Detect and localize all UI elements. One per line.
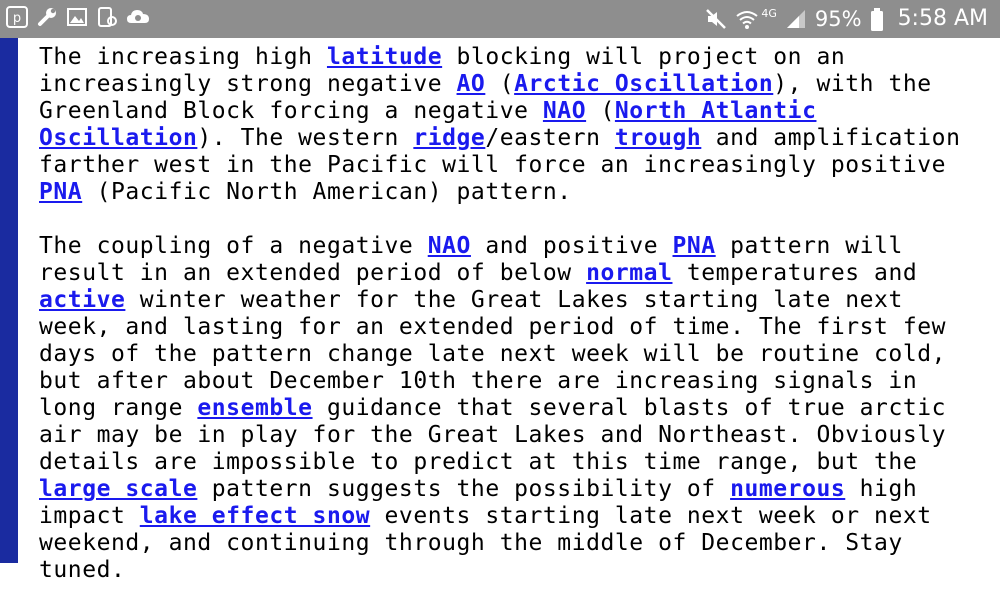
link-large-scale[interactable]: large scale: [39, 476, 198, 502]
text: winter weather for the Great Lakes starting late next week, and lasting for an extended period of time. The first few days of the pattern change late next week will be routine cold, but after about December 10th there are increasing signals in long range: [39, 287, 947, 421]
link-nao[interactable]: NAO: [427, 233, 471, 259]
link-north-atlantic-oscillation[interactable]: North Atlantic Oscillation: [39, 98, 817, 151]
text: and positive: [470, 233, 673, 259]
status-bar: [0, 0, 1000, 38]
wrench-icon: [36, 6, 58, 28]
link-trough[interactable]: trough: [614, 125, 702, 151]
link-latitude[interactable]: latitude: [326, 44, 443, 70]
link-ao[interactable]: AO: [456, 71, 486, 97]
link-nao[interactable]: NAO: [542, 98, 587, 124]
link-active[interactable]: active: [39, 287, 126, 313]
article-body: [39, 44, 989, 611]
system-status: [705, 0, 988, 38]
p-icon: [6, 6, 28, 28]
link-arctic-oscillation[interactable]: Arctic Oscillation: [514, 71, 774, 97]
text: high impact: [39, 476, 918, 529]
side-accent-bar: [0, 38, 18, 563]
paragraph-1: [39, 44, 989, 206]
svg-text:p: p: [12, 11, 22, 26]
text: (Pacific North American) pattern.: [82, 179, 572, 205]
link-lake-effect-snow[interactable]: lake effect snow: [139, 503, 371, 529]
text: ), with the Greenland Block forcing a negative: [39, 71, 932, 124]
link-pna[interactable]: PNA: [39, 179, 83, 205]
text: events starting late next week or next weekend, and continuing through the middle of December. Stay tuned.: [39, 503, 932, 583]
text: blocking will project on an increasingly strong negative: [39, 44, 846, 97]
network-type-label: 4G: [761, 6, 777, 20]
link-ridge[interactable]: ridge: [413, 125, 486, 151]
battery-icon: [870, 8, 884, 30]
wifi-icon: [735, 8, 757, 30]
clock: 5:58 AM: [897, 6, 988, 31]
link-pna[interactable]: PNA: [672, 233, 716, 259]
mute-icon: [705, 8, 727, 30]
text: guidance that several blasts of true arctic air may be in play for the Great Lakes and Northeast. Obviously details are impossible to predict at this time range, but the: [39, 395, 947, 475]
cloud-icon: [126, 6, 148, 28]
text: pattern suggests the possibility of: [197, 476, 731, 502]
image-icon: [66, 6, 88, 28]
paragraph-2: [39, 233, 989, 584]
link-ensemble[interactable]: ensemble: [197, 395, 313, 421]
text: (: [485, 71, 515, 97]
text: /eastern: [485, 125, 615, 151]
text: temperatures and: [672, 260, 918, 286]
text: The increasing high: [39, 44, 327, 70]
text: (: [586, 98, 615, 124]
signal-icon: [785, 8, 807, 30]
text: pattern will result in an extended period of below: [39, 233, 903, 286]
notification-icons: [6, 6, 148, 28]
battery-percent: 95%: [814, 7, 862, 31]
link-numerous[interactable]: numerous: [730, 476, 846, 502]
text: The coupling of a negative: [39, 233, 428, 259]
text: ). The western: [197, 125, 414, 151]
text: and amplification farther west in the Pacific will force an increasingly positive: [39, 125, 961, 178]
link-normal[interactable]: normal: [586, 260, 673, 286]
phone-settings-icon: [96, 6, 118, 28]
